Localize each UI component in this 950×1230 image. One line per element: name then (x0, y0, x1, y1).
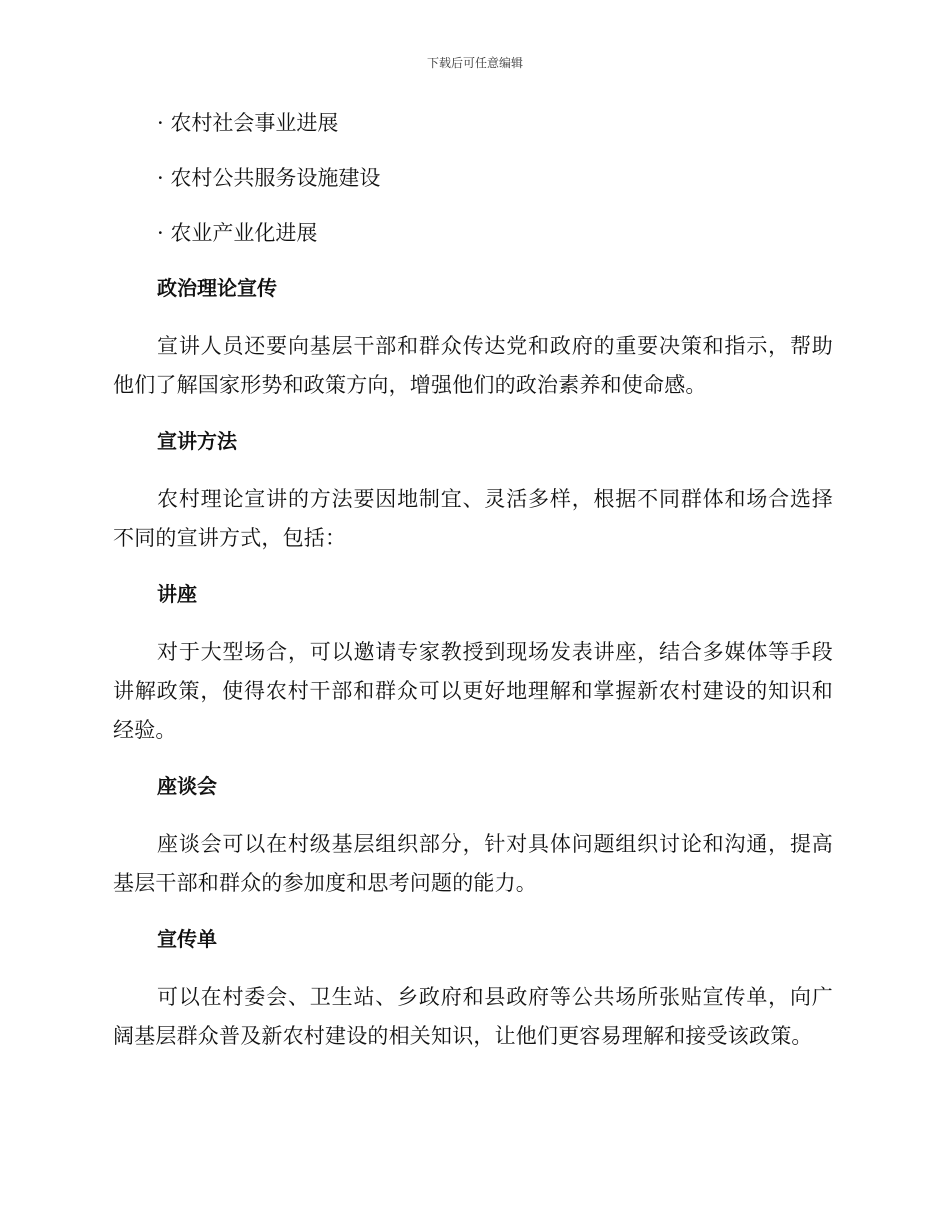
section-heading-lecture: 讲座 (157, 582, 197, 606)
section-paragraph: 座谈会可以在村级基层组织部分，针对具体问题组织讨论和沟通，提高基层干部和群众的参加度和思考问题的能力。 (113, 832, 833, 895)
page-header-note: 下载后可任意编辑 (426, 56, 523, 70)
bullet-item: · 农村社会事业进展 (157, 111, 339, 135)
section-heading-symposium: 座谈会 (157, 774, 217, 798)
document-body (113, 108, 833, 1077)
section-heading-political-theory: 政治理论宣传 (157, 276, 277, 300)
bullet-item: · 农业产业化进展 (157, 221, 318, 245)
section-heading-methods: 宣讲方法 (157, 429, 237, 453)
section-heading-leaflet: 宣传单 (157, 927, 217, 951)
section-paragraph: 对于大型场合，可以邀请专家教授到现场发表讲座，结合多媒体等手段讲解政策，使得农村干部和群众可以更好地理解和掌握新农村建设的知识和经验。 (113, 640, 833, 742)
section-paragraph: 可以在村委会、卫生站、乡政府和县政府等公共场所张贴宣传单，向广阔基层群众普及新农村建设的相关知识，让他们更容易理解和接受该政策。 (113, 985, 833, 1048)
section-paragraph: 农村理论宣讲的方法要因地制宜、灵活多样，根据不同群体和场合选择不同的宣讲方式，包括： (113, 487, 833, 550)
section-paragraph: 宣讲人员还要向基层干部和群众传达党和政府的重要决策和指示，帮助他们了解国家形势和政策方向，增强他们的政治素养和使命感。 (113, 334, 833, 397)
bullet-item: · 农村公共服务设施建设 (157, 166, 381, 190)
